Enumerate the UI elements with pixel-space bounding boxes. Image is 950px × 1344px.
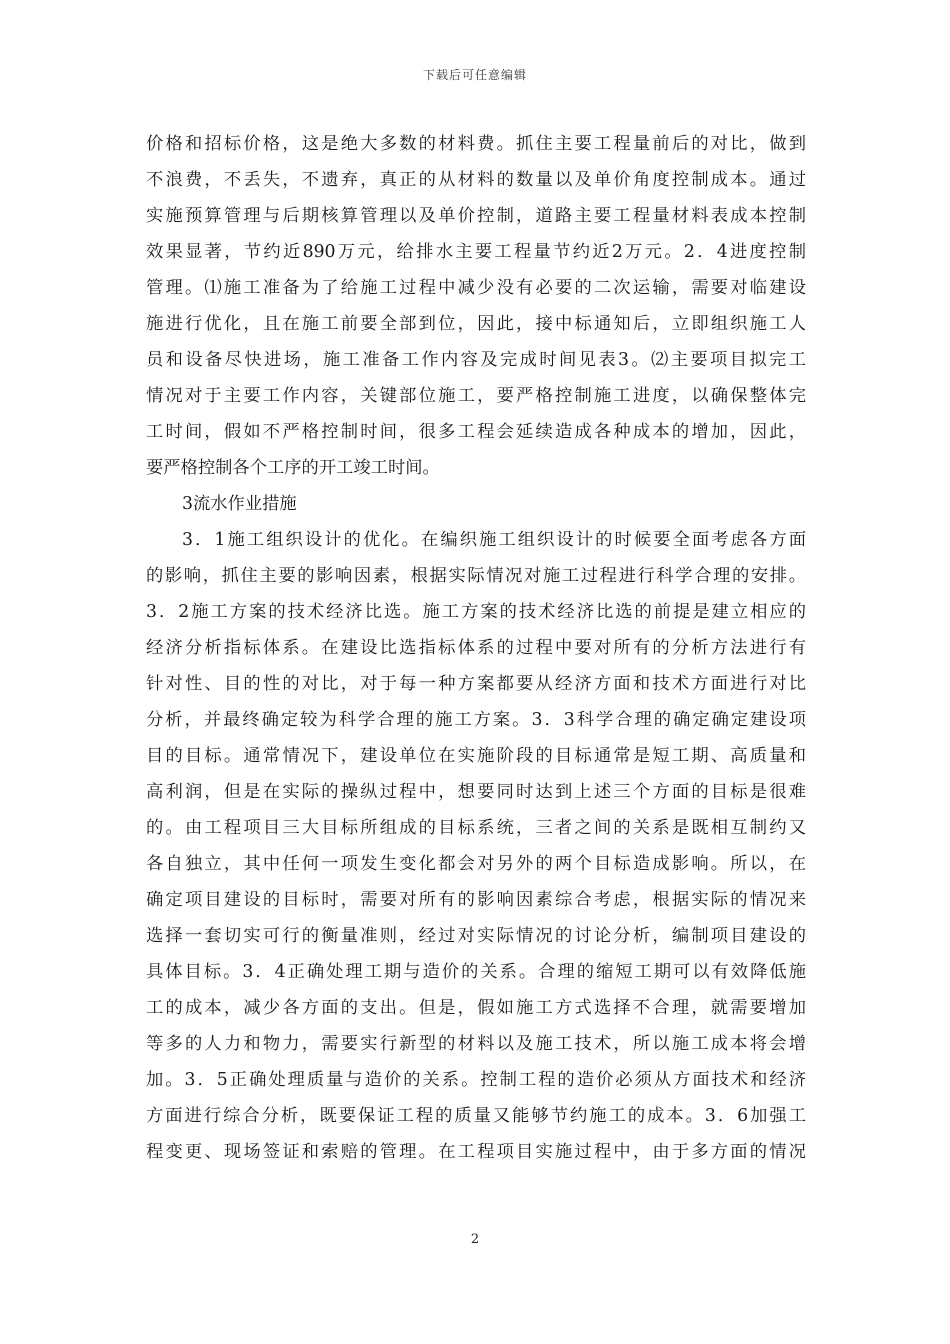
text-line: 情况对于主要工作内容，关键部位施工，要严格控制施工进度，以确保整体完 bbox=[146, 386, 806, 406]
text-line: 3．1施工组织设计的优化。在编织施工组织设计的时候要全面考虑各方面 bbox=[182, 530, 806, 550]
text-line: 程变更、现场签证和索赔的管理。在工程项目实施过程中，由于多方面的情况 bbox=[146, 1142, 806, 1162]
section-heading bbox=[146, 486, 806, 522]
text-line: 员和设备尽快进场，施工准备工作内容及完成时间见表3。⑵主要项目拟完工 bbox=[146, 350, 806, 370]
text-line: 要严格控制各个工序的开工竣工时间。 bbox=[146, 458, 440, 478]
text-line: 工时间，假如不严格控制时间，很多工程会延续造成各种成本的增加，因此， bbox=[146, 422, 806, 442]
text-line: 加。3．5正确处理质量与造价的关系。控制工程的造价必须从方面技术和经济 bbox=[146, 1070, 806, 1090]
text-line: 的。由工程项目三大目标所组成的目标系统，三者之间的关系是既相互制约又 bbox=[146, 818, 806, 838]
page-header: 下载后可任意编辑 bbox=[422, 68, 527, 82]
text-line: 各自独立，其中任何一项发生变化都会对另外的两个目标造成影响。所以，在 bbox=[146, 854, 806, 874]
text-line: 不浪费，不丢失，不遗弃，真正的从材料的数量以及单价角度控制成本。通过 bbox=[146, 170, 806, 190]
paragraph-cost-and-schedule bbox=[146, 126, 806, 486]
paragraph-flow-measures bbox=[146, 522, 806, 1170]
text-line: 方面进行综合分析，既要保证工程的质量又能够节约施工的成本。3．6加强工 bbox=[146, 1106, 806, 1126]
text-line: 分析，并最终确定较为科学合理的施工方案。3．3科学合理的确定确定建设项 bbox=[146, 710, 806, 730]
text-line: 实施预算管理与后期核算管理以及单价控制，道路主要工程量材料表成本控制 bbox=[146, 206, 806, 226]
text-line: 管理。⑴施工准备为了给施工过程中减少没有必要的二次运输，需要对临建设 bbox=[146, 278, 806, 298]
text-line: 3．2施工方案的技术经济比选。施工方案的技术经济比选的前提是建立相应的 bbox=[146, 602, 806, 622]
text-line: 价格和招标价格，这是绝大多数的材料费。抓住主要工程量前后的对比，做到 bbox=[146, 134, 806, 154]
section-heading-text: 3流水作业措施 bbox=[182, 494, 297, 514]
text-line: 等多的人力和物力，需要实行新型的材料以及施工技术，所以施工成本将会增 bbox=[146, 1034, 806, 1054]
document-body bbox=[146, 126, 806, 1170]
text-line: 施进行优化，且在施工前要全部到位，因此，接中标通知后，立即组织施工人 bbox=[146, 314, 806, 334]
text-line: 选择一套切实可行的衡量准则，经过对实际情况的讨论分析，编制项目建设的 bbox=[146, 926, 806, 946]
page-number: 2 bbox=[470, 1232, 480, 1247]
text-line: 确定项目建设的目标时，需要对所有的影响因素综合考虑，根据实际的情况来 bbox=[146, 890, 806, 910]
text-line: 目的目标。通常情况下，建设单位在实施阶段的目标通常是短工期、高质量和 bbox=[146, 746, 806, 766]
text-line: 具体目标。3．4正确处理工期与造价的关系。合理的缩短工期可以有效降低施 bbox=[146, 962, 806, 982]
text-line: 工的成本，减少各方面的支出。但是，假如施工方式选择不合理，就需要增加 bbox=[146, 998, 806, 1018]
text-line: 针对性、目的性的对比，对于每一种方案都要从经济方面和技术方面进行对比 bbox=[146, 674, 806, 694]
text-line: 效果显著，节约近890万元，给排水主要工程量节约近2万元。2．4进度控制 bbox=[146, 242, 806, 262]
text-line: 经济分析指标体系。在建设比选指标体系的过程中要对所有的分析方法进行有 bbox=[146, 638, 806, 658]
text-line: 的影响，抓住主要的影响因素，根据实际情况对施工过程进行科学合理的安排。 bbox=[146, 566, 806, 586]
text-line: 高利润，但是在实际的操纵过程中，想要同时达到上述三个方面的目标是很难 bbox=[146, 782, 806, 802]
